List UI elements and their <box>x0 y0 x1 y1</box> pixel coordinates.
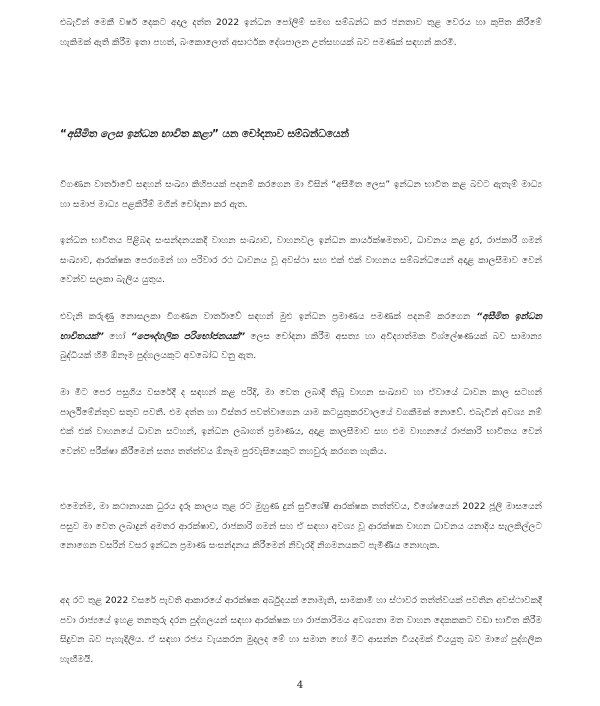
page-number: 4 <box>296 680 304 691</box>
emphasis-personal-use: “පෞද්ගලික පරිභෝජනයක්” <box>130 331 246 342</box>
paragraph-audit-middle: හෝ <box>103 331 131 342</box>
paragraph-audit-lead: එවැනි කරුණු නොසලකා විගණන වාර්තාවේ සඳහන් මුළු ඉන්ධන ප්‍රමාණය පමණක් පදනම් කරගෙන <box>60 312 477 322</box>
section-heading <box>60 126 542 142</box>
heading-rest: යන චෝදනාව සම්බන්ධයෙන් <box>218 128 349 140</box>
paragraph-conclusion: අද රට තුළ 2022 වසරේ පැවති ආකාරයේ ආරක්ෂක අර්බුදයක් නොමැති, සාමකාමී හා ස්ථාවර තත්ත්වයක් පවතින අවස්ථාවකදී පවා රාජ්‍යයේ ඉහළ තනතුරු දරන පුද්ගලයන් සඳහා ආරක්ෂක හා රාජකාරිමය අවශ්‍යතා මත වාහන දෙකකකට වඩා භාවිත කිරීම සිදුවන බව පැහැදිලිය. ඒ සඳහා රජය වැයකරන මුදලද මේ හා සමාන හෝ මීට ආසන්න වියදමක් වියයුතු බව මාගේ පුද්ගලික හැඟීමයි. <box>60 596 542 665</box>
paragraph-audit-tail: ලෙස චෝදනා කිරීම අසත්‍ය හා අවිද්‍යාත්මක විශ්ලේෂණයක් බව සාමාන්‍ය බුද්ධියක් හිමි ඕනෑම පුද්ගලයකුට අවබෝධ වනු ඇත. <box>60 331 542 361</box>
heading-quoted-phrase: අසීමිත ලෙස ඉන්ධන භාවිත කළා <box>66 128 212 140</box>
paragraph-fuel-comparison: ඉන්ධන භාවිතය පිළිබඳ සංසන්දනයකදී වාහන සංඛ්‍යාව, වාහනවල ඉන්ධන කාර්යක්ෂමතාව, ධාවනය කළ දුර, රාජකාරී ගමන් සංඛ්‍යාව, ආරක්ෂක පෙරගමන් හා පරිවාර රථ ධාවනය වූ අවස්ථා සහ එක් එක් වාහනය සම්බන්ධයෙන් අදාළ කාලසීමාව වෙන් වෙන්ව සලකා බැලිය යුතුය. <box>60 236 542 285</box>
paragraph-vehicle-records: මා මීට පෙර පසුගිය වසරේදී ද සඳහන් කළ පරිදි, මා වෙත ලබාදී තිබූ වාහන සංඛ්‍යාව හා ඒවායේ ධාවන කාල සටහන් පාර්ලිමේන්තුව සතුව පවතී. එම දත්ත හා විස්තර පවත්වාගෙන යාම කටයුතුකරවාලයේ වගකීමක් නොවේ. එබැවින් අවශ්‍ය නම් එක් එක් වාහනයේ ධාවන සටහන්, ඉන්ධන ලබාගත් ප්‍රමාණය, අදාළ කාලසීමාව සහ එම වාහනයේ රාජකාරි භාවිතය වෙන් වෙන්ව පරීක්ෂා කිරීමෙන් සත්‍ය තත්ත්වය ඕනෑම පුරවැසියෙකුට තහවුරු කරගත හැකිය. <box>60 388 542 457</box>
paragraph-intro: එබැවින් මෙකී වර්ෂ දෙකට අදාල දත්ත 2022 ඉන්ධන පෝලිම් සමඟ සම්බන්ධ කර ජනතාව තුළ වෙරය හා කුපිත කිරීමේ හැකිමක් ඇති කිරීම ඉතා පහත්, බංකොලොත් අසාර්ථක දේශපාලන උත්සහයක් බව පමණක් සඳහන් කරමි. <box>60 18 542 48</box>
emphasis-unlimited-fuel: “අසීමිත ඉන්ධන භාවිතයක්” <box>60 312 542 342</box>
heading-quote-close: ” <box>211 128 219 140</box>
paragraph-security-context: එමෙන්ම, මා කථානායක ධුරය දැරූ කාලය තුළ රට මුහුණ දුන් සුවිශේෂී ආරක්ෂක තත්ත්වය, විශේෂයෙන් 2022 ජූලි මාසයෙන් පසුව මා වෙත ලබාදුන් අමතර ආරක්ෂාව, රාජකාරි ගමන් සහ ඒ සඳහා අවශ්‍ය වූ ආරක්ෂක වාහන ධාවනය යනාදිය සැලකිල්ලට නොගෙන වසරින් වසර ඉන්ධන ප්‍රමාණ සංසන්දනය කිරීමෙන් නිවැරදි නිගමනයකට පැමිණිය නොහැක. <box>60 502 542 551</box>
heading-quote-open: “ <box>60 128 67 140</box>
paragraph-accusation: විගණන වාර්තාවේ සඳහන් සංඛ්‍යා කිහිපයක් පදනම් කරගෙන මා විසින් “අසීමිත ලෙස” ඉන්ධන භාවිත කළ බවට ඇතැම් මාධ්‍ය හා සමාජ මාධ්‍ය පළකිරීම් මගින් චෝදනා කර ඇත. <box>60 180 542 210</box>
paragraph-audit-analysis <box>60 308 542 367</box>
